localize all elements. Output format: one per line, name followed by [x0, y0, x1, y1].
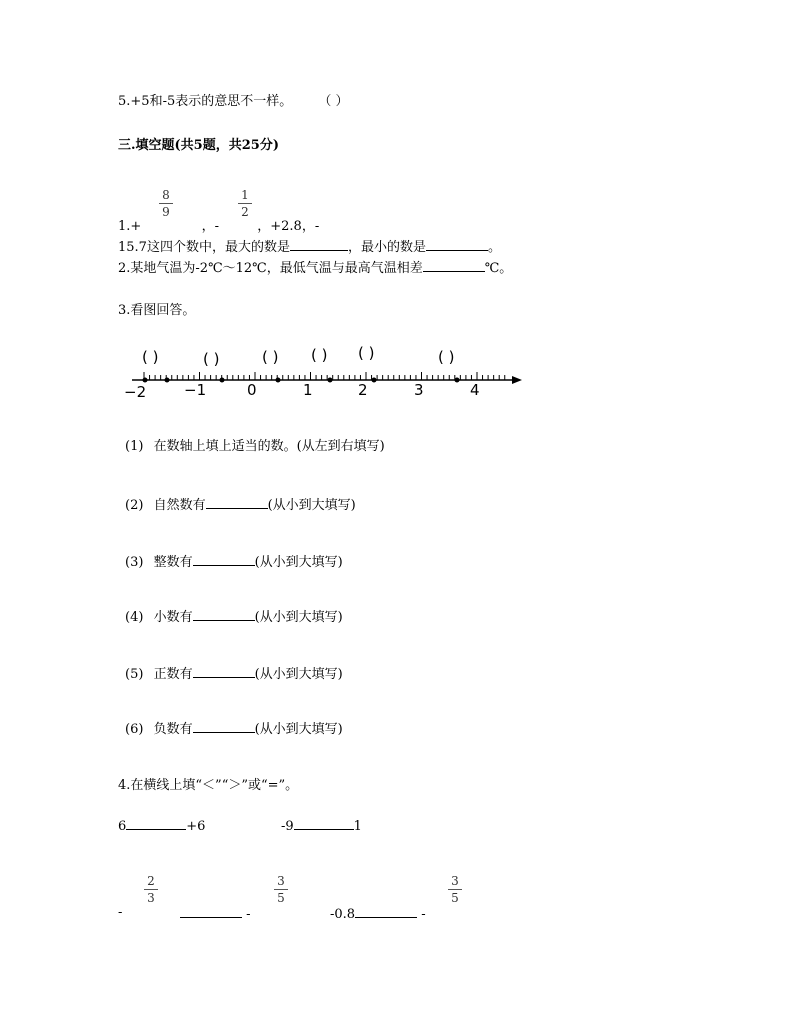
- answer-paren[interactable]: （ ）: [318, 94, 349, 109]
- answer-blank[interactable]: [426, 238, 488, 251]
- item-hint: (从小到大填写): [254, 722, 343, 737]
- fraction-3-5: [447, 874, 463, 905]
- paren-blank[interactable]: ( ): [203, 350, 220, 368]
- section-title: 三.填空题(共5题，共25分): [118, 138, 279, 153]
- compare-left: -9: [281, 819, 294, 834]
- answer-blank[interactable]: [294, 817, 354, 830]
- fraction-denominator: 3: [147, 891, 155, 905]
- item-hint: (从小到大填写): [254, 667, 343, 682]
- answer-blank[interactable]: [193, 665, 255, 678]
- fraction-denominator: 5: [451, 891, 459, 905]
- paren-blank[interactable]: ( ): [438, 348, 455, 366]
- fraction-numerator: 1: [241, 188, 249, 202]
- compare-row-1b: [281, 817, 362, 835]
- fraction-denominator: 2: [241, 205, 249, 219]
- answer-blank[interactable]: [193, 608, 255, 621]
- question-3-title: 3.看图回答。: [118, 303, 196, 318]
- fraction-1-2: [237, 188, 253, 219]
- q3-item-3: [125, 553, 343, 571]
- item-number: (5): [125, 667, 144, 682]
- point-marker: [220, 378, 225, 383]
- compare-row-1a: [118, 817, 205, 835]
- q1-line2: [118, 238, 501, 256]
- axis-label: 3: [414, 381, 424, 399]
- q1-text-end: 。: [487, 240, 501, 255]
- minus-sign: -: [246, 907, 251, 922]
- compare-row-2a: [180, 905, 251, 923]
- axis-arrow-icon: [512, 376, 522, 384]
- minus-sign: -: [421, 907, 426, 922]
- fraction-denominator: 9: [162, 205, 170, 219]
- point-marker: [455, 378, 460, 383]
- fraction-denominator: 5: [277, 891, 285, 905]
- fraction-8-9: [158, 188, 174, 219]
- answer-blank[interactable]: [423, 259, 485, 272]
- judge-question-5: [118, 94, 349, 110]
- compare-left: 6: [118, 819, 127, 834]
- paren-blank[interactable]: ( ): [142, 348, 159, 366]
- question-text: 5.+5和-5表示的意思不一样。: [118, 94, 293, 109]
- item-hint: (从小到大填写): [254, 555, 343, 570]
- answer-blank[interactable]: [206, 496, 268, 509]
- fraction-numerator: 3: [451, 874, 459, 888]
- item-number: (2): [125, 498, 144, 513]
- paren-blank[interactable]: ( ): [262, 348, 279, 366]
- answer-blank[interactable]: [126, 817, 186, 830]
- q3-item-1: [125, 439, 385, 455]
- item-text: 整数有: [153, 555, 193, 570]
- point-marker: [165, 378, 170, 383]
- q3-item-4: [125, 608, 343, 626]
- compare-right: 1: [353, 819, 362, 834]
- compare-row-2b: [330, 905, 426, 923]
- question-2: [118, 259, 512, 277]
- point-marker: [143, 378, 148, 383]
- fraction-3-5: [273, 874, 289, 905]
- question-4-title: 4.在横线上填“＜”“＞”或“=”。: [118, 778, 299, 793]
- q3-item-5: [125, 665, 343, 683]
- q1-part-a: 1.+: [118, 219, 142, 234]
- axis-label: 4: [470, 381, 480, 399]
- answer-blank[interactable]: [180, 905, 242, 918]
- axis-label: −2: [124, 383, 147, 401]
- compare-row-2a-minus: -: [118, 905, 123, 920]
- item-number: (3): [125, 555, 144, 570]
- axis-label: −1: [184, 381, 207, 399]
- axis-label: 2: [358, 381, 368, 399]
- answer-blank[interactable]: [355, 905, 417, 918]
- point-marker: [372, 378, 377, 383]
- q3-item-6: [125, 720, 343, 738]
- fraction-numerator: 8: [162, 188, 170, 202]
- fraction-numerator: 3: [277, 874, 285, 888]
- fraction-2-3: [143, 874, 159, 905]
- q1-part-b: ，-: [201, 219, 219, 234]
- q2-unit: ℃。: [484, 261, 513, 276]
- q1-line1: [118, 219, 319, 235]
- item-number: (6): [125, 722, 144, 737]
- q2-text: 2.某地气温为-2℃～12℃，最低气温与最高气温相差: [118, 261, 423, 276]
- q1-text-min: ，最小的数是: [347, 240, 426, 255]
- compare-right: +6: [186, 819, 206, 834]
- item-text: 自然数有: [153, 498, 206, 513]
- item-text: 正数有: [153, 667, 193, 682]
- item-hint: (从小到大填写): [254, 610, 343, 625]
- answer-blank[interactable]: [290, 238, 348, 251]
- paren-blank[interactable]: ( ): [358, 344, 375, 362]
- axis-label: 0: [247, 381, 257, 399]
- q1-part-c: ，+2.8，-: [257, 219, 320, 234]
- point-marker: [328, 378, 333, 383]
- number-line-ticks: [144, 372, 505, 380]
- axis-label: 1: [303, 381, 313, 399]
- answer-blank[interactable]: [193, 720, 255, 733]
- point-marker: [276, 378, 281, 383]
- paren-blank[interactable]: ( ): [311, 346, 328, 364]
- q3-item-2: [125, 496, 356, 514]
- item-number: (1): [125, 439, 144, 454]
- item-text: 小数有: [153, 610, 193, 625]
- item-hint: (从小到大填写): [267, 498, 356, 513]
- item-number: (4): [125, 610, 144, 625]
- fraction-numerator: 2: [147, 874, 155, 888]
- number-line-figure: [118, 340, 538, 402]
- item-text: 在数轴上填上适当的数。(从左到右填写): [153, 439, 385, 454]
- item-text: 负数有: [153, 722, 193, 737]
- compare-left: -0.8: [330, 907, 356, 922]
- q1-text-max: 15.7这四个数中，最大的数是: [118, 240, 290, 255]
- answer-blank[interactable]: [193, 553, 255, 566]
